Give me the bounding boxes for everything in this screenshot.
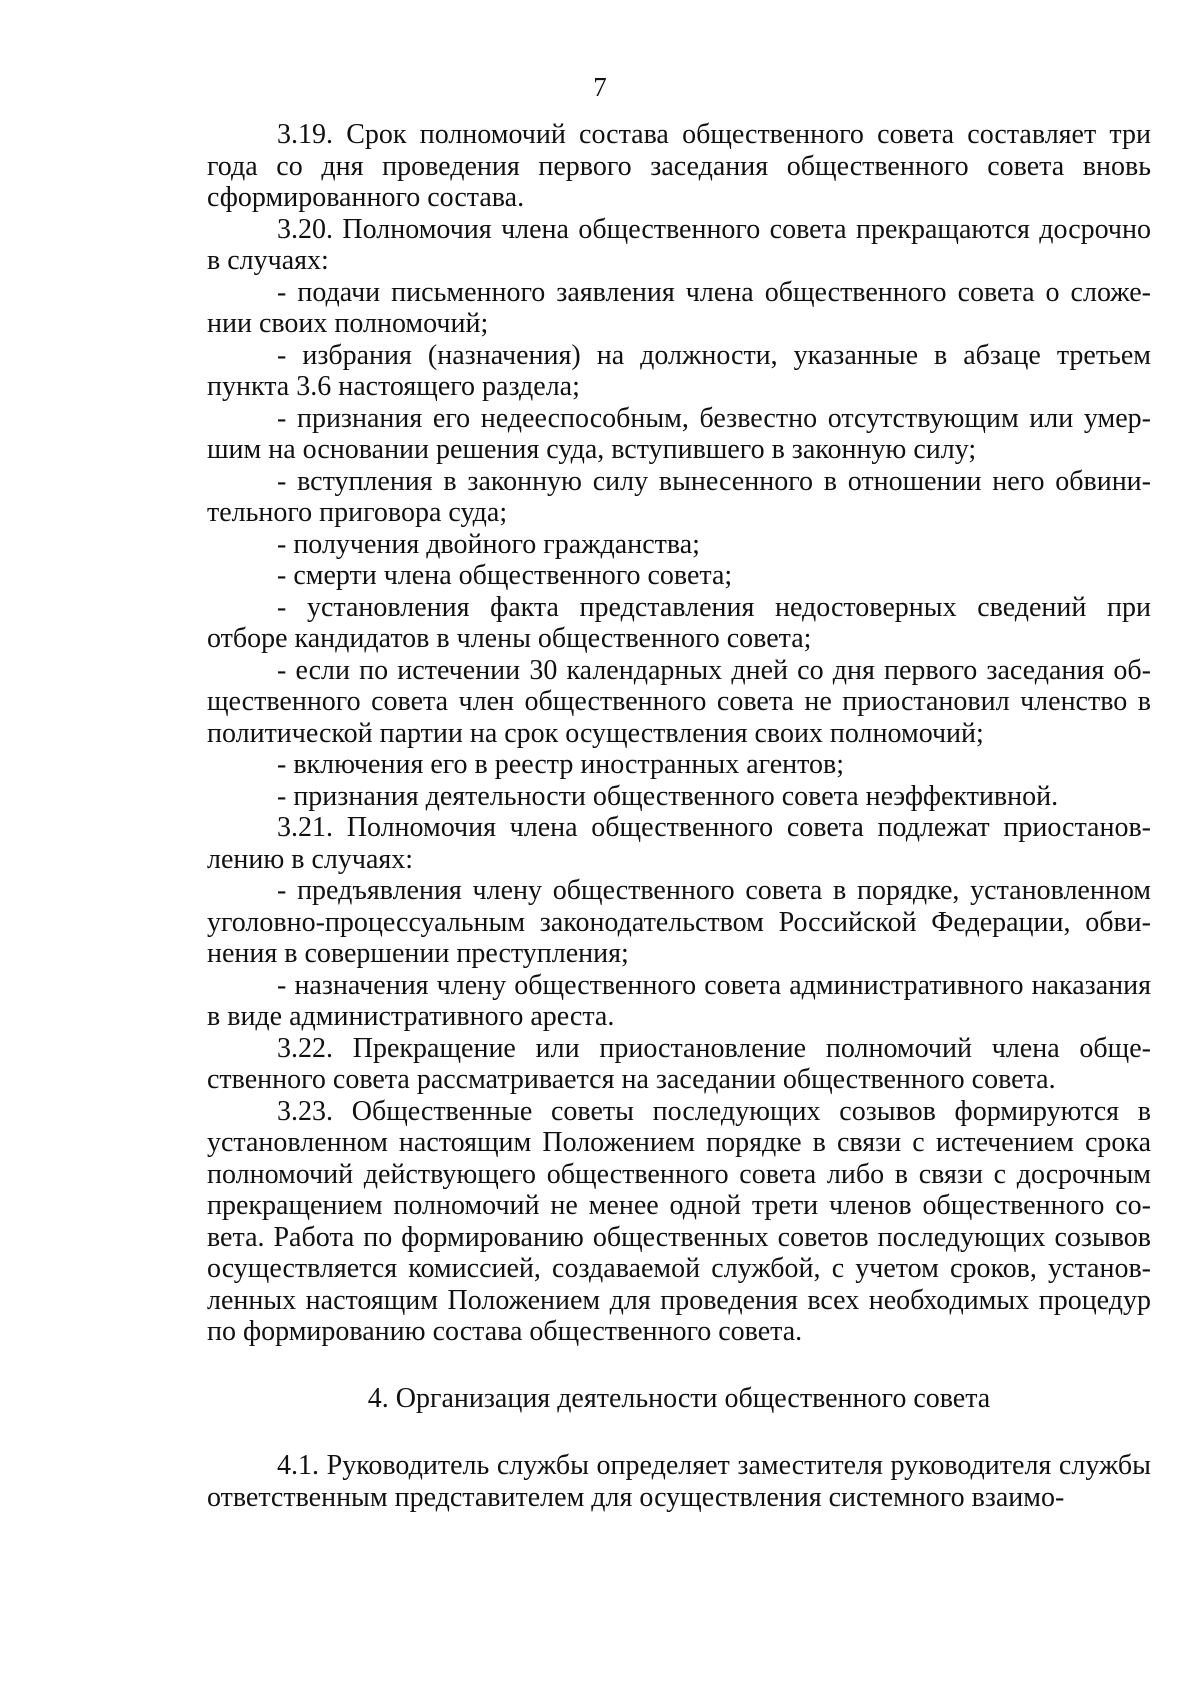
list-item: - признания деятельности общественного совета неэффективной. (277, 780, 1059, 812)
list-item: - если по истечении 30 календарных дней со дня первого заседания общественного совета член общественного совета не приостановил членство в политической партии на срок осуществления своих полномочий; (207, 654, 1151, 749)
list-item: - назначения члену общественного совета административного наказания в виде административного ареста. (207, 969, 1151, 1032)
paragraph-3-20: 3.20. Полномочия члена общественного совета прекращаются досрочно в случаях: (207, 213, 1151, 276)
list-item: - избрания (назначения) на должности, указанные в абзаце третьем пункта 3.6 настоящего раздела; (207, 339, 1151, 402)
section-heading: 4. Организация деятельности общественного совета (367, 1382, 991, 1414)
list-item: - предъявления члену общественного совета в порядке, установленном уголовно-процессуальным законодательством Российской Федерации, обвинения в совершении преступления; (207, 875, 1151, 969)
paragraph-4-1: 4.1. Руководитель службы определяет заместителя руководителя службы ответственным представителем для осуществления системного взаимо- (207, 1450, 1151, 1513)
paragraph-3-21: 3.21. Полномочия члена общественного совета подлежат приостановлению в случаях: (207, 812, 1151, 875)
paragraph-3-19: 3.19. Срок полномочий состава общественного совета составляет три года со дня проведения первого заседания общественного совета вновь сформированного состава. (207, 119, 1151, 213)
list-item: - получения двойного гражданства; (277, 528, 700, 560)
list-item: - установления факта представления недостоверных сведений при отборе кандидатов в члены общественного совета; (207, 591, 1151, 654)
list-item: - вступления в законную силу вынесенного в отношении него обвинительного приговора суда; (207, 465, 1151, 528)
paragraph-3-23: 3.23. Общественные советы последующих созывов формируются в установленном настоящим Положением порядке в связи с истечением срока полномочий действующего общественного совета либо в связи с досрочным прекращением полномочий не менее одной трети членов общественного совета. Работа по формированию общественных советов последующих созывов осуществляется комиссией, создаваемой службой, с учетом сроков, установленных настоящим Положением для проведения всех необходимых процедур по формированию состава общественного совета. (207, 1095, 1151, 1347)
list-item: - включения его в реестр иностранных агентов; (277, 749, 845, 780)
paragraph-3-22: 3.22. Прекращение или приостановление полномочий члена общественного совета рассматривается на заседании общественного совета. (207, 1032, 1151, 1095)
document-body (207, 119, 1151, 1513)
list-item: - смерти члена общественного совета; (277, 560, 733, 591)
list-item: - подачи письменного заявления члена общественного совета о сложении своих полномочий; (207, 276, 1151, 339)
page-number: 7 (593, 72, 607, 102)
list-item: - признания его недееспособным, безвестно отсутствующим или умершим на основании решения суда, вступившего в законную силу; (207, 402, 1151, 465)
